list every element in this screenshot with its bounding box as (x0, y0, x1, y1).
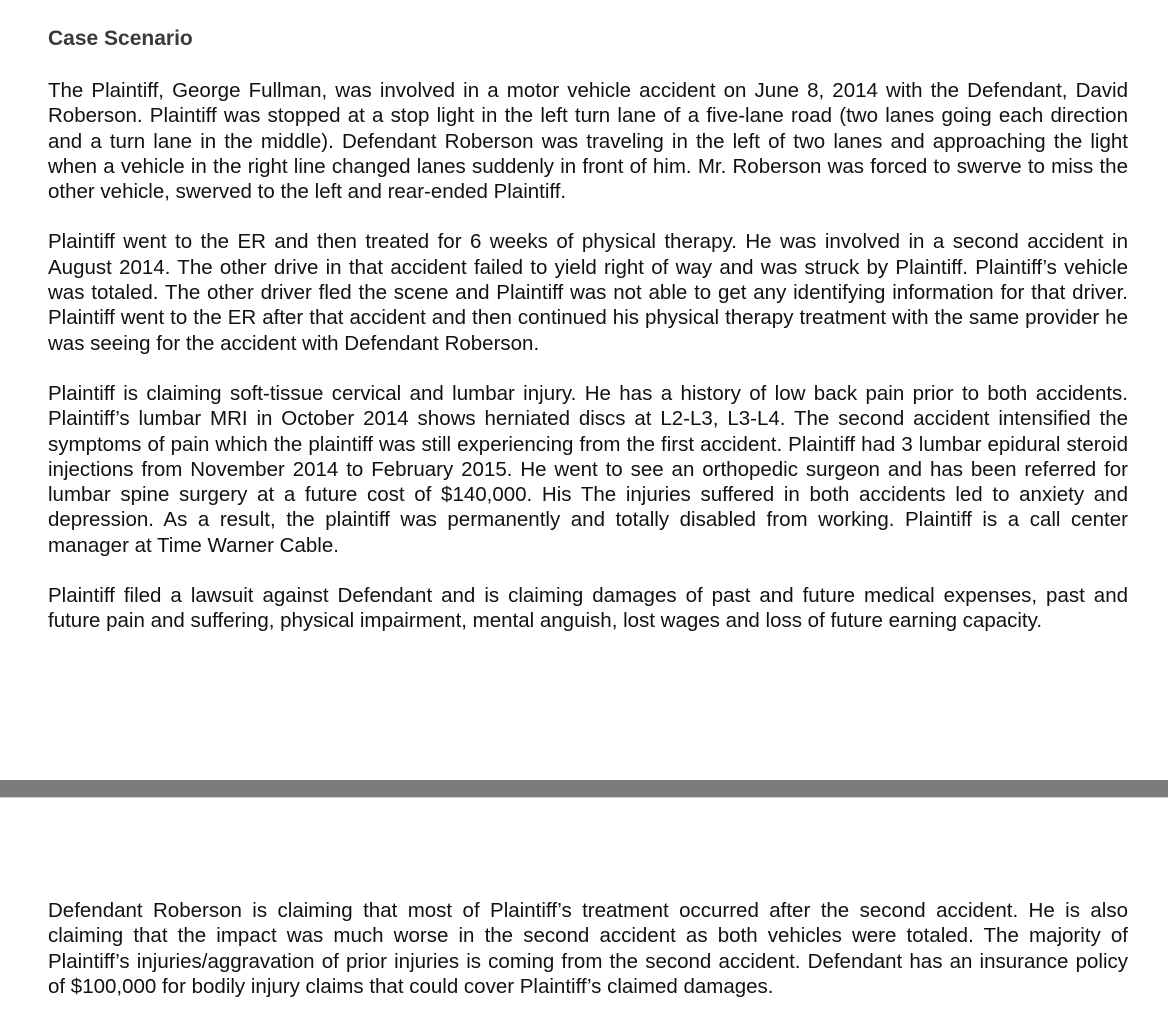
document-page-2 (0, 798, 1168, 1024)
case-scenario-heading: Case Scenario (48, 27, 193, 50)
page-1-content (48, 26, 1128, 659)
paragraph-lawsuit-damages: Plaintiff filed a lawsuit against Defendant and is claiming damages of past and future medical expenses, past and future pain and suffering, physical impairment, mental anguish, lost wages and loss of future earning capacity. (48, 584, 1128, 633)
paragraph-defendant-claims: Defendant Roberson is claiming that most of Plaintiff’s treatment occurred after the second accident. He is also claiming that the impact was much worse in the second accident as both vehicles were totaled. The majority of Plaintiff’s injuries/aggravation of prior injuries is coming from the second accident. Defendant has an insurance policy of $100,000 for bodily injury claims that could cover Plaintiff’s claimed damages. (48, 899, 1128, 998)
paragraph-treatment-second-accident: Plaintiff went to the ER and then treated for 6 weeks of physical therapy. He was involved in a second accident in August 2014. The other drive in that accident failed to yield right of way and was struck by Plaintiff. Plaintiff’s vehicle was totaled. The other driver fled the scene and Plaintiff was not able to get any identifying information for that driver. Plaintiff went to the ER after that accident and then continued his physical therapy treatment with the same provider he was seeing for the accident with Defendant Roberson. (48, 230, 1128, 355)
page-2-content (48, 898, 1128, 1024)
page-separator (0, 780, 1168, 798)
paragraph-accident-description: The Plaintiff, George Fullman, was involved in a motor vehicle accident on June 8, 2014 with the Defendant, David Roberson. Plaintiff was stopped at a stop light in the left turn lane of a five-lane road (two lanes going each direction and a turn lane in the middle). Defendant Roberson was traveling in the left of two lanes and approaching the light when a vehicle in the right line changed lanes suddenly in front of him. Mr. Roberson was forced to swerve to miss the other vehicle, swerved to the left and rear-ended Plaintiff. (48, 79, 1128, 204)
paragraph-injury-claims: Plaintiff is claiming soft-tissue cervical and lumbar injury. He has a history of low back pain prior to both accidents. Plaintiff’s lumbar MRI in October 2014 shows herniated discs at L2-L3, L3-L4. The second accident intensified the symptoms of pain which the plaintiff was still experiencing from the first accident. Plaintiff had 3 lumbar epidural steroid injections from November 2014 to February 2015. He went to see an orthopedic surgeon and has been referred for lumbar spine surgery at a future cost of $140,000. His The injuries suffered in both accidents led to anxiety and depression. As a result, the plaintiff was permanently and totally disabled from working. Plaintiff is a call center manager at Time Warner Cable. (48, 381, 1128, 557)
